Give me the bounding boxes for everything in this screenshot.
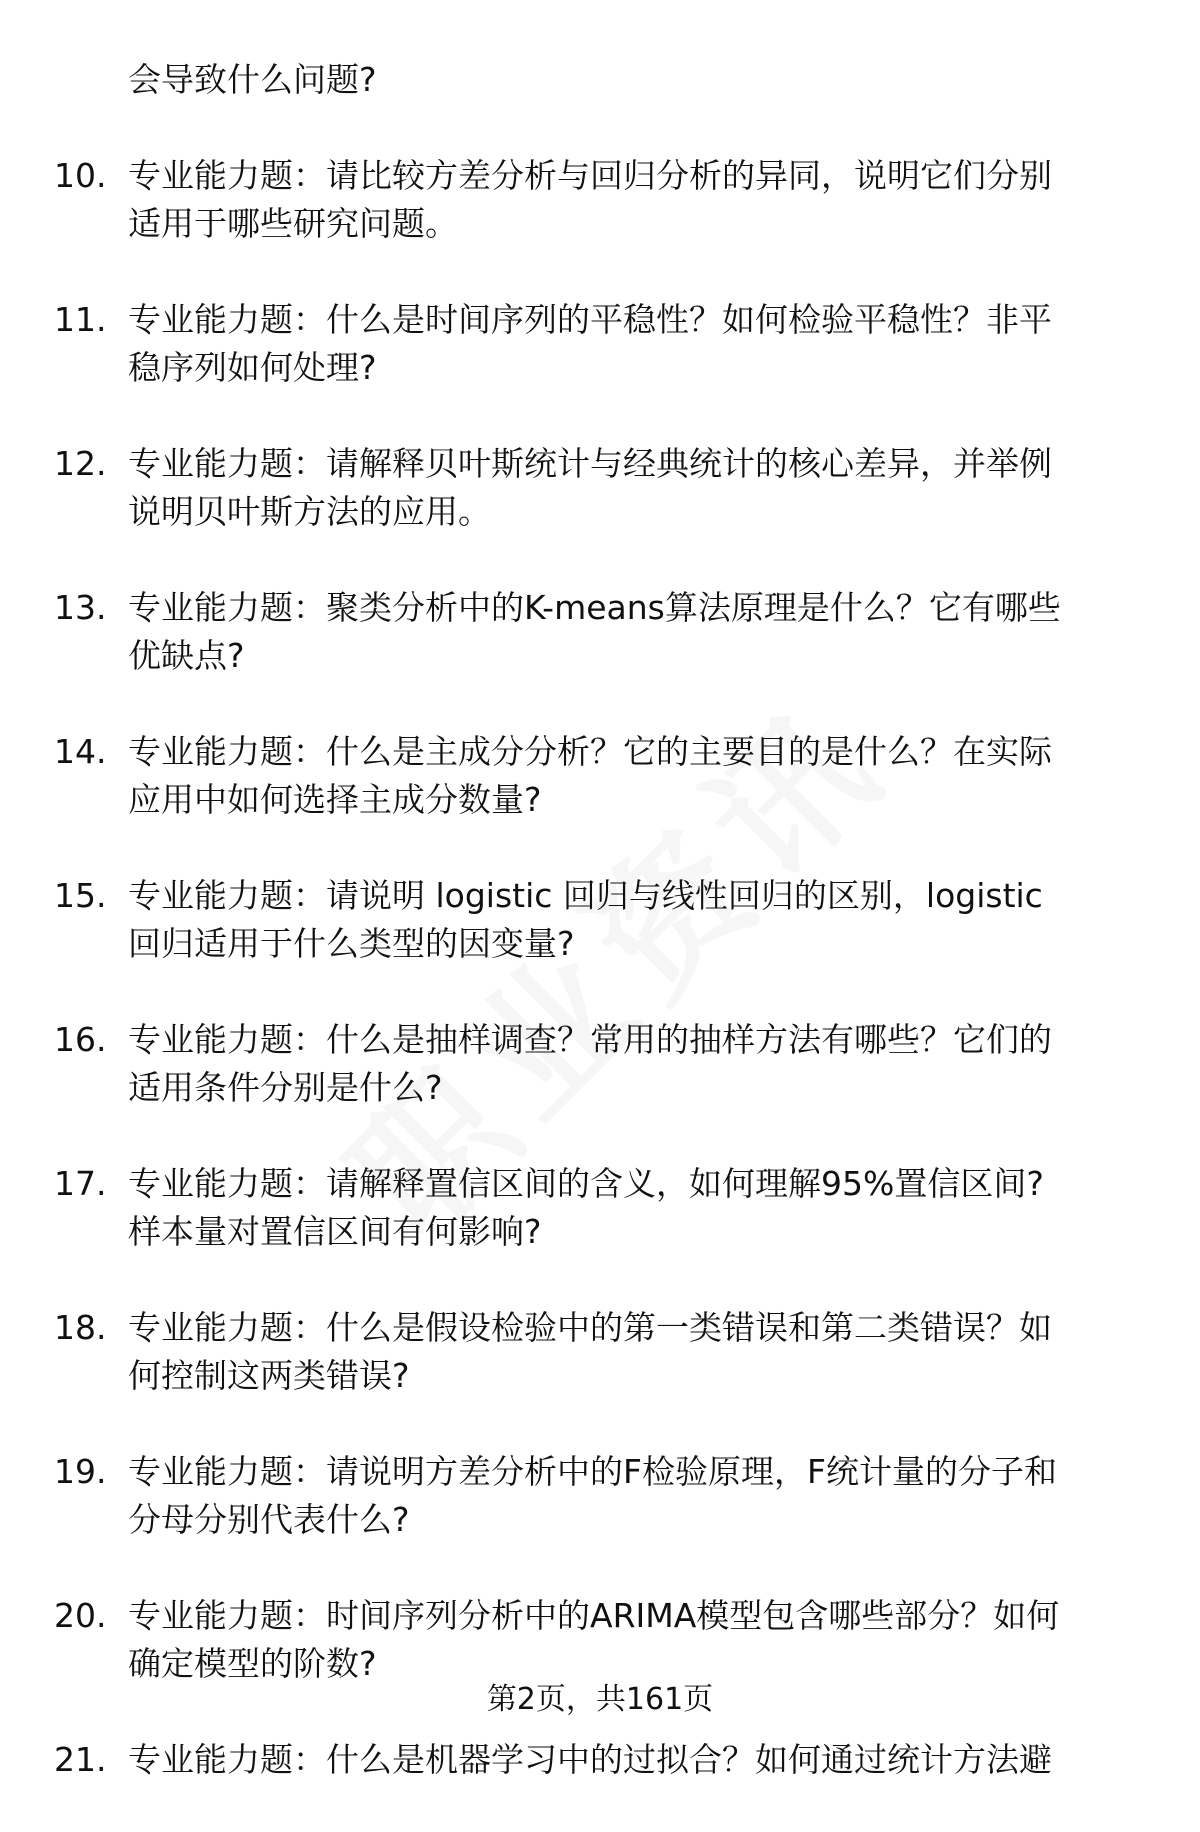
item-text bbox=[128, 296, 1144, 392]
item-text-line: 适用于哪些研究问题。 bbox=[128, 204, 458, 243]
item-text-line: 回归适用于什么类型的因变量? bbox=[128, 924, 575, 963]
item-text bbox=[128, 1448, 1144, 1544]
item-number: 20. bbox=[54, 1596, 107, 1635]
items-container bbox=[54, 152, 1144, 1784]
item-text-line: 专业能力题：什么是时间序列的平稳性？如何检验平稳性？非平 bbox=[128, 300, 1052, 339]
item-number: 15. bbox=[54, 876, 107, 915]
item-number: 18. bbox=[54, 1308, 107, 1347]
item-number: 19. bbox=[54, 1452, 107, 1491]
item-text-line: 专业能力题：什么是抽样调查？常用的抽样方法有哪些？它们的 bbox=[128, 1020, 1052, 1059]
item-text-line: 专业能力题：请说明方差分析中的F检验原理，F统计量的分子和 bbox=[128, 1452, 1057, 1491]
item-number: 11. bbox=[54, 300, 107, 339]
item-text-line: 优缺点? bbox=[128, 636, 245, 675]
list-item bbox=[54, 1448, 1144, 1544]
item-number: 16. bbox=[54, 1020, 107, 1059]
page-footer: 第2页，共161页 bbox=[486, 1682, 714, 1717]
item-text bbox=[128, 872, 1144, 968]
item-text bbox=[128, 1016, 1144, 1112]
item-text-line: 说明贝叶斯方法的应用。 bbox=[128, 492, 491, 531]
list-item bbox=[54, 728, 1144, 824]
list-item bbox=[54, 1736, 1144, 1784]
item-text-line: 专业能力题：请说明 logistic 回归与线性回归的区别，logistic bbox=[128, 876, 1043, 915]
item-number: 21. bbox=[54, 1740, 107, 1779]
list-item bbox=[54, 1592, 1144, 1688]
item-text-line: 专业能力题：聚类分析中的K-means算法原理是什么？它有哪些 bbox=[128, 588, 1061, 627]
item-text bbox=[128, 584, 1144, 680]
item-text-line: 何控制这两类错误? bbox=[128, 1356, 410, 1395]
item-number: 10. bbox=[54, 156, 107, 195]
item-text-line: 确定模型的阶数? bbox=[128, 1644, 377, 1683]
item-text-line: 专业能力题：请比较方差分析与回归分析的异同，说明它们分别 bbox=[128, 156, 1052, 195]
item-text-line: 专业能力题：什么是主成分分析？它的主要目的是什么？在实际 bbox=[128, 732, 1052, 771]
list-item bbox=[54, 872, 1144, 968]
list-item bbox=[54, 440, 1144, 536]
item-text bbox=[128, 728, 1144, 824]
item-text bbox=[128, 1736, 1144, 1784]
list-item bbox=[54, 152, 1144, 248]
item-text-line: 专业能力题：时间序列分析中的ARIMA模型包含哪些部分？如何 bbox=[128, 1596, 1060, 1635]
item-number: 17. bbox=[54, 1164, 107, 1203]
item-text-line: 适用条件分别是什么? bbox=[128, 1068, 443, 1107]
list-item bbox=[54, 1016, 1144, 1112]
item-text bbox=[128, 1160, 1144, 1256]
item-text bbox=[128, 1592, 1144, 1688]
item-text-line: 样本量对置信区间有何影响? bbox=[128, 1212, 542, 1251]
item-number: 14. bbox=[54, 732, 107, 771]
continuation-line: 会导致什么问题? bbox=[128, 60, 377, 99]
item-number: 12. bbox=[54, 444, 107, 483]
list-item bbox=[54, 584, 1144, 680]
list-item bbox=[54, 1160, 1144, 1256]
item-text-line: 分母分别代表什么? bbox=[128, 1500, 410, 1539]
question-list bbox=[54, 56, 1144, 1832]
item-text bbox=[128, 152, 1144, 248]
item-text bbox=[128, 1304, 1144, 1400]
item-text-line: 专业能力题：请解释贝叶斯统计与经典统计的核心差异，并举例 bbox=[128, 444, 1052, 483]
item-text-line: 专业能力题：什么是假设检验中的第一类错误和第二类错误？如 bbox=[128, 1308, 1052, 1347]
item-text bbox=[128, 440, 1144, 536]
item-text-line: 稳序列如何处理? bbox=[128, 348, 377, 387]
item-text-line: 专业能力题：什么是机器学习中的过拟合？如何通过统计方法避 bbox=[128, 1740, 1052, 1779]
item-text-line: 专业能力题：请解释置信区间的含义，如何理解95%置信区间? bbox=[128, 1164, 1044, 1203]
item-number: 13. bbox=[54, 588, 107, 627]
item-text-line: 应用中如何选择主成分数量? bbox=[128, 780, 542, 819]
list-item bbox=[54, 296, 1144, 392]
list-item bbox=[54, 1304, 1144, 1400]
